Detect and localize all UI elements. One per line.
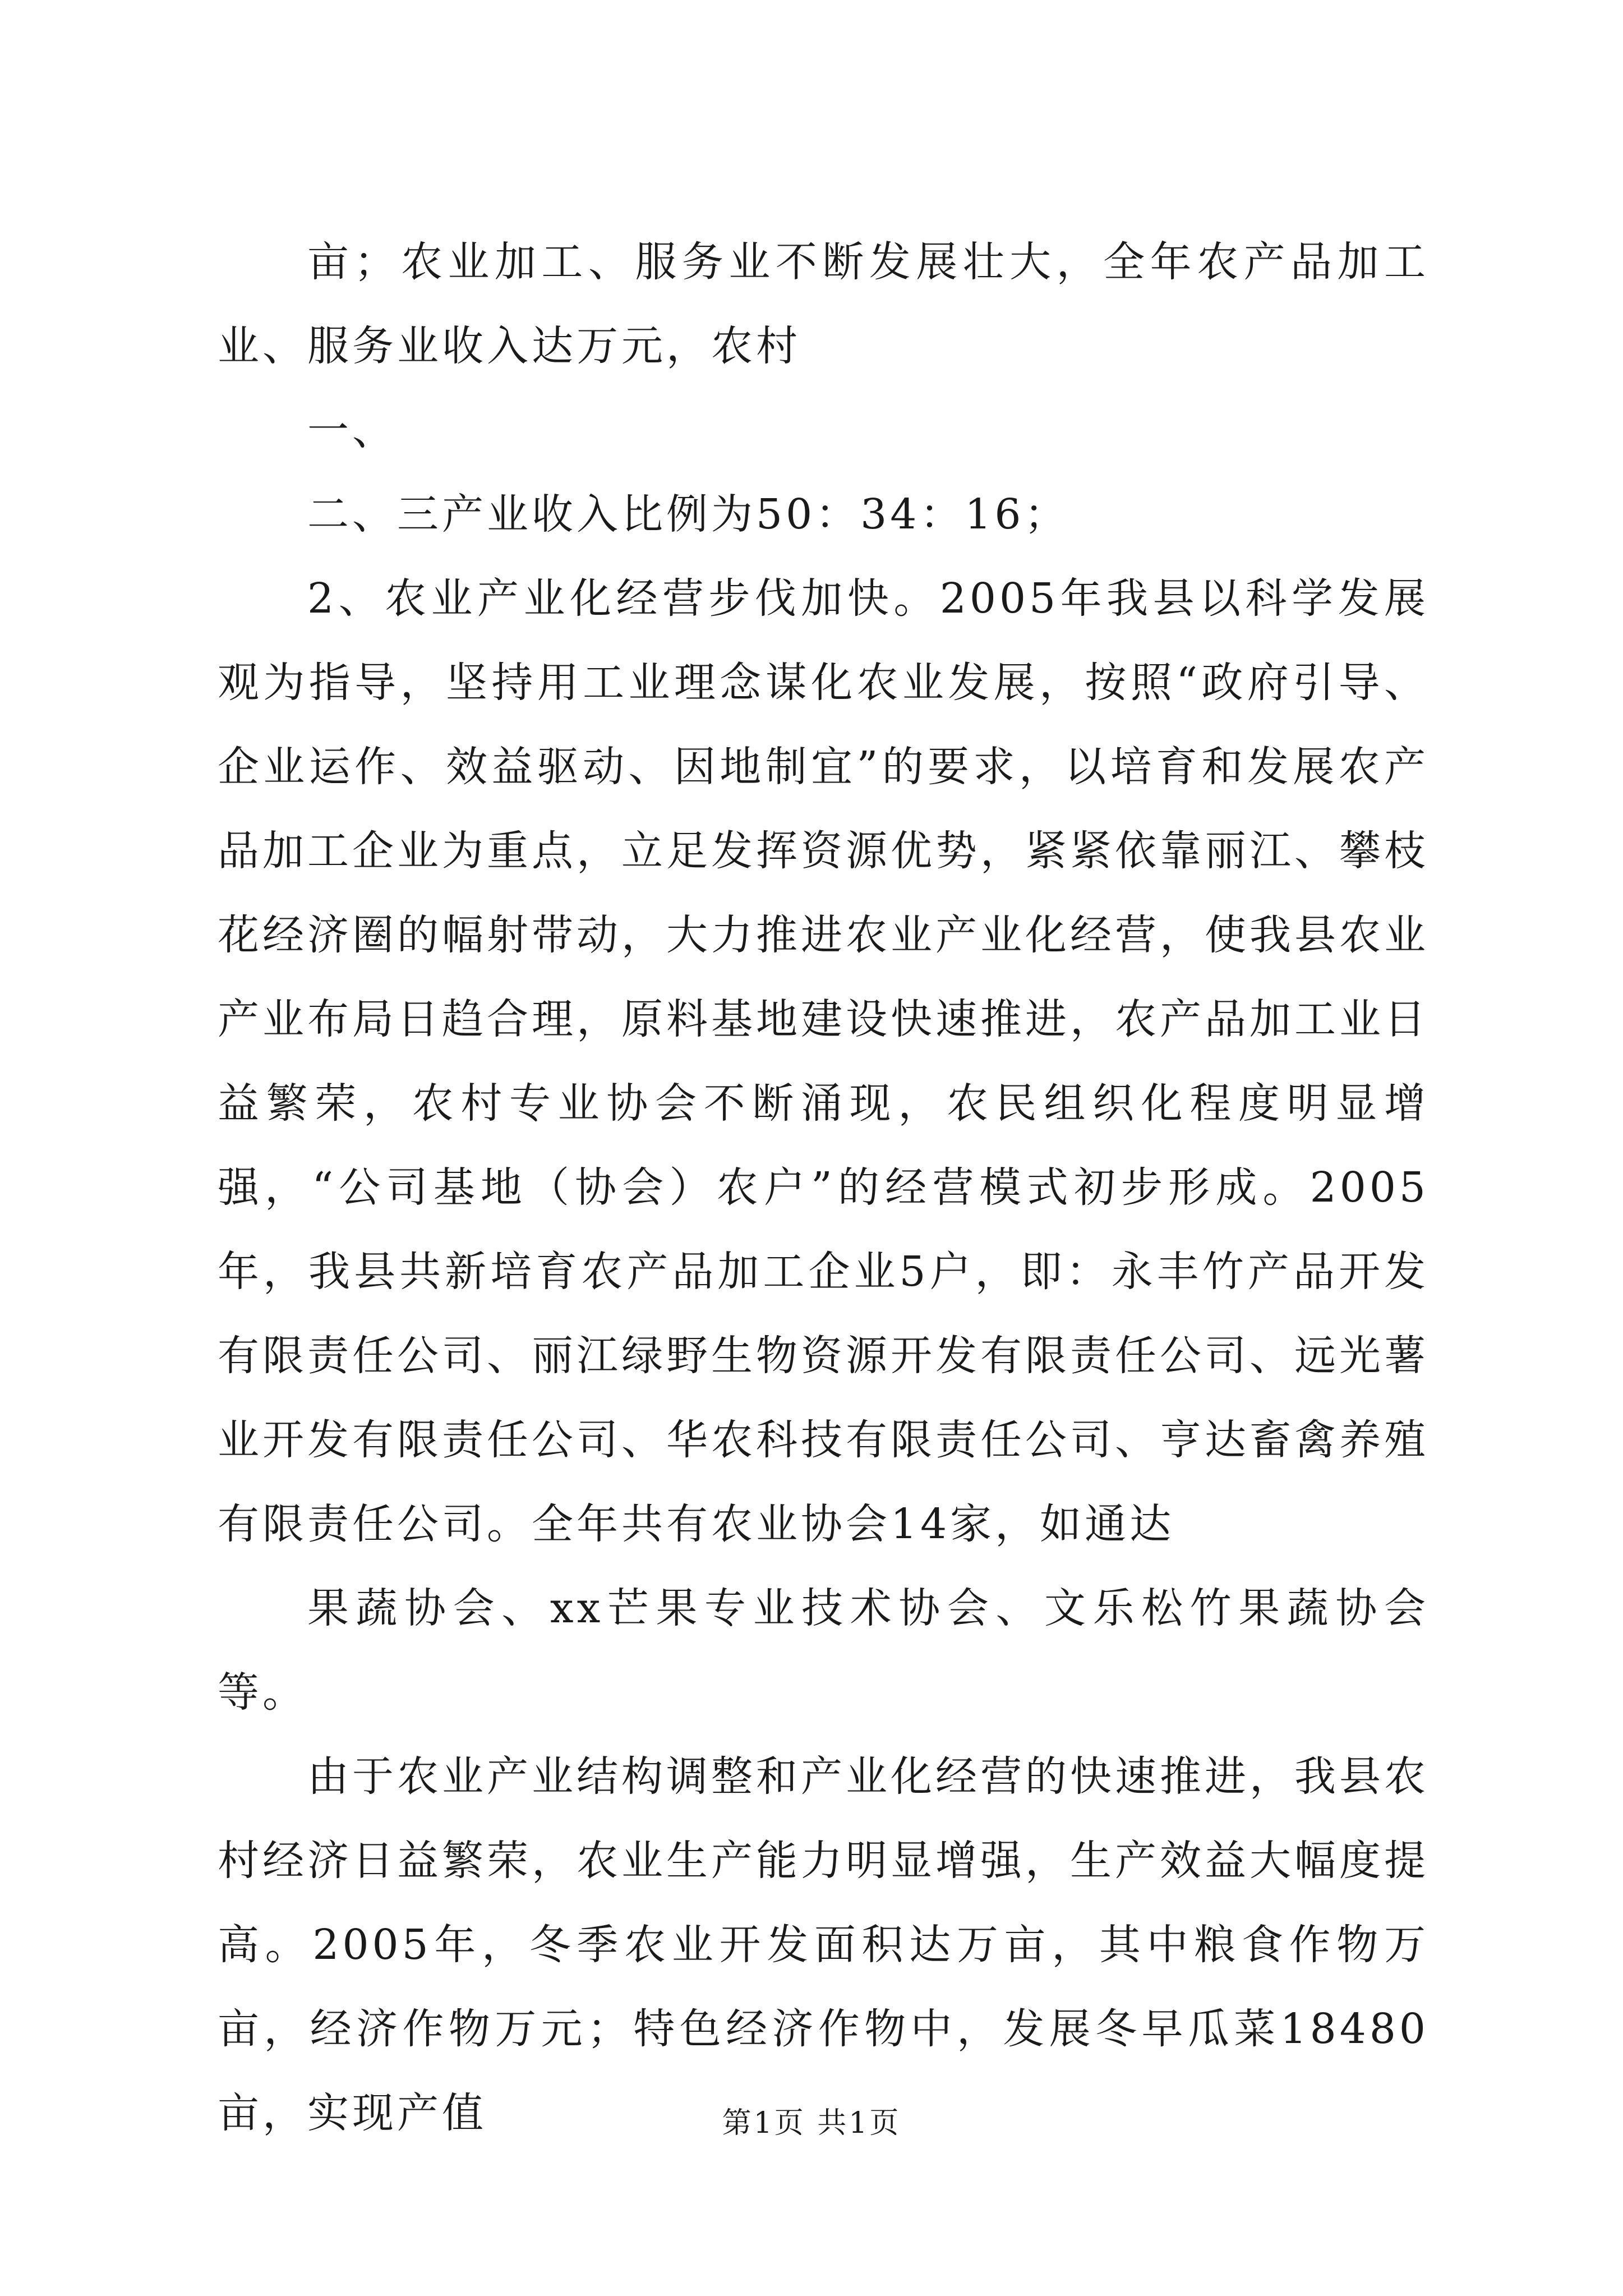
paragraph-4: 2、农业产业化经营步伐加快。2005年我县以科学发展观为指导，坚持用工业理念谋化农业发展，按照“政府引导、企业运作、效益驱动、因地制宜”的要求，以培育和发展农产品加工企业为重点，立足发挥资源优势，紧紧依靠丽江、攀枝花经济圈的幅射带动，大力推进农业产业化经营，使我县农业产业布局日趋合理，原料基地建设快速推进，农产品加工业日益繁荣，农村专业协会不断涌现，农民组织化程度明显增强，“公司基地（协会）农户”的经营模式初步形成。2005年，我县共新培育农产品加工企业5户，即：永丰竹产品开发有限责任公司、丽江绿野生物资源开发有限责任公司、远光薯业开发有限责任公司、华农科技有限责任公司、亨达畜禽养殖有限责任公司。全年共有农业协会14家，如通达: [218, 574, 1429, 1548]
paragraph-3: 二、三产业收入比例为50：34：16；: [307, 490, 1069, 539]
paragraph-6: 由于农业产业结构调整和产业化经营的快速推进，我县农村经济日益繁荣，农业生产能力明显增强，生产效益大幅度提高。2005年，冬季农业开发面积达万亩，其中粮食作物万亩，经济作物万元；特色经济作物中，发展冬早瓜菜18480亩，实现产值: [218, 1752, 1429, 2137]
paragraph-5: 果蔬协会、xx芒果专业技术协会、文乐松竹果蔬协会等。: [218, 1584, 1429, 1717]
document-body: [218, 220, 1429, 2155]
page-footer: [0, 2104, 1623, 2143]
page-number-label: 第1页 共1页: [722, 2106, 901, 2140]
paragraph-2: 一、: [307, 406, 397, 454]
paragraph-1: 亩；农业加工、服务业不断发展壮大，全年农产品加工业、服务业收入达万元，农村: [218, 238, 1429, 370]
